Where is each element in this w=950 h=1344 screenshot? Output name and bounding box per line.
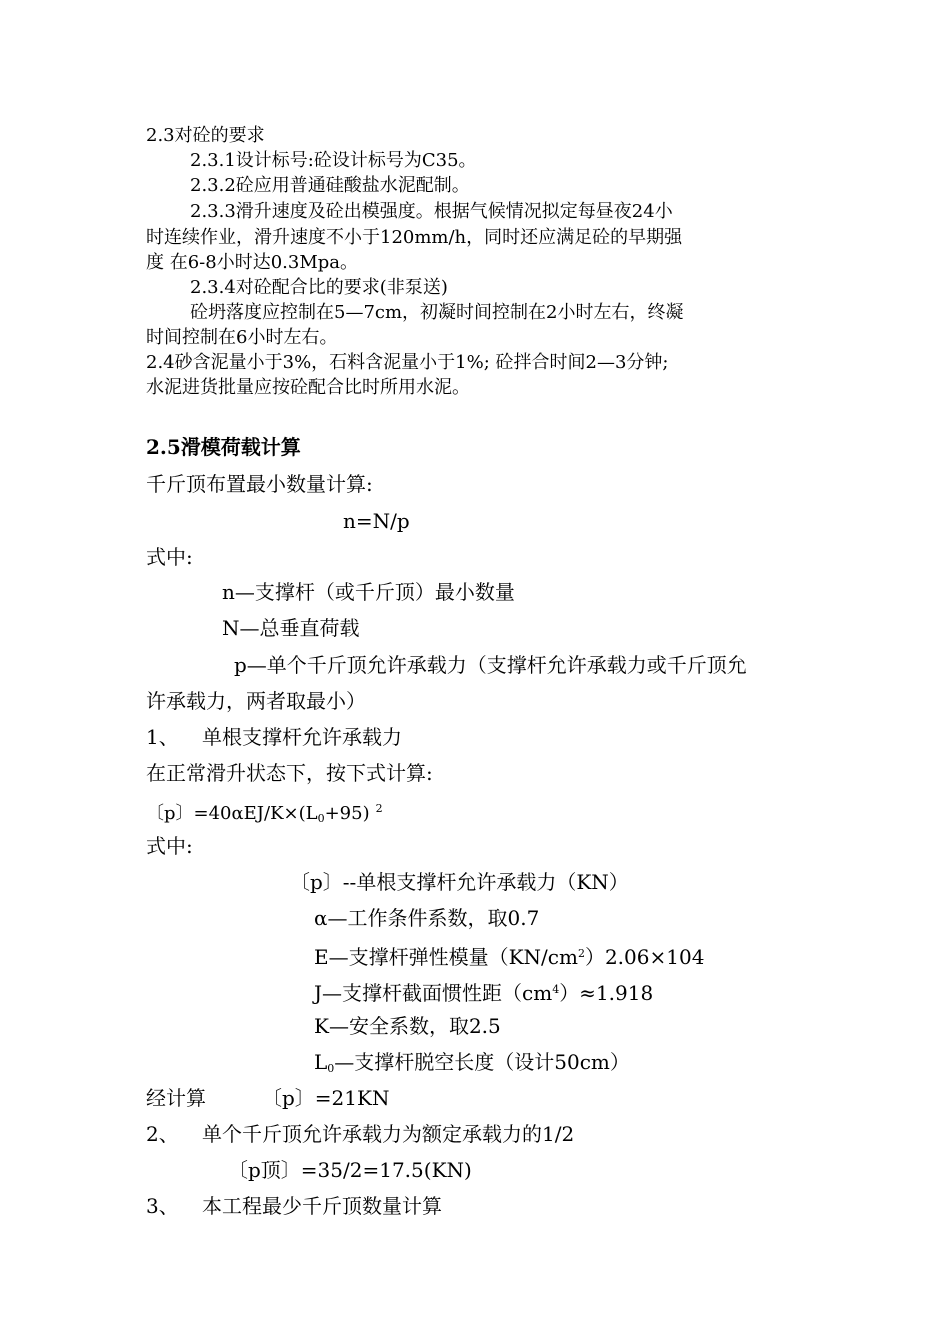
def-p-line2: 许承载力，两者取最小）: [146, 689, 366, 713]
def-E: E—支撑杆弹性模量$(KN/cm^2)2.06\times 104$: [314, 945, 705, 969]
section-2-3-title: 2.3对砼的要求: [146, 125, 265, 146]
def-p-bracket: 〔p〕--单根支撑杆允许承载力（KN）: [290, 870, 629, 894]
para-slump-line1: 砼坍落度应控制在5—7cm，初凝时间控制在2小时左右，终凝: [190, 302, 684, 323]
def-J: J—支撑杆截面惯性距$(cm^4)\approx 1.918$: [314, 981, 654, 1005]
para-2-3-3-line1: 2.3.3滑升速度及砼出模强度。根据气候情况拟定每昼夜24小: [190, 201, 673, 222]
normal-condition-text: 在正常滑升状态下，按下式计算:: [146, 761, 433, 785]
def-p-line1: p—单个千斤顶允许承载力（支撑杆允许承载力或千斤顶允: [234, 653, 747, 677]
def-N: N—总垂直荷载: [222, 616, 360, 640]
jack-min-count-intro: 千斤顶布置最小数量计算:: [146, 472, 373, 496]
para-2-3-3-line3: 度 在6-8小时达0.3Mpa。: [146, 252, 359, 273]
para-2-4-line2: 水泥进货批量应按砼配合比时所用水泥。: [146, 377, 470, 398]
def-n: n—支撑杆（或千斤顶）最小数量: [222, 580, 515, 604]
section-2-5-title: 2.5滑模荷载计算: [146, 435, 301, 459]
where-label-1: 式中:: [146, 545, 193, 569]
item-1-number: 1、: [146, 725, 179, 749]
para-slump-line2: 时间控制在6小时左右。: [146, 327, 338, 348]
para-2-3-1: 2.3.1设计标号:砼设计标号为C35。: [190, 150, 477, 171]
calc-label: 经计算: [146, 1086, 206, 1110]
item-1-text: 单根支撑杆允许承载力: [202, 725, 402, 749]
def-L0: $L_0—$支撑杆脱空长度（设计50cm）: [314, 1050, 630, 1075]
item-2-number: 2、: [146, 1122, 179, 1146]
def-K: K—安全系数，取2.5: [314, 1014, 501, 1038]
para-2-3-4: 2.3.4对砼配合比的要求(非泵送): [190, 277, 448, 298]
formula-p: 〔p〕$=40\alpha EJ/K\times(L_0+95)$ $^2$: [146, 802, 383, 825]
def-alpha: α—工作条件系数，取0.7: [314, 906, 540, 930]
para-2-3-2: 2.3.2砼应用普通硅酸盐水泥配制。: [190, 175, 470, 196]
where-label-2: 式中:: [146, 834, 193, 858]
para-2-3-3-line2: 时连续作业，滑升速度不小于120mm/h，同时还应满足砼的早期强: [146, 227, 683, 248]
item-3-text: 本工程最少千斤顶数量计算: [202, 1194, 442, 1218]
para-2-4-line1: 2.4砂含泥量小于3%，石料含泥量小于1%; 砼拌合时间2—3分钟;: [146, 352, 669, 373]
formula-n: n=N/p: [343, 509, 410, 533]
item-2-formula: 〔p顶〕=35/2=17.5(KN): [228, 1158, 472, 1182]
item-3-number: 3、: [146, 1194, 179, 1218]
item-2-text: 单个千斤顶允许承载力为额定承载力的1/2: [202, 1122, 575, 1146]
calc-result: 〔p〕=21KN: [262, 1086, 390, 1110]
